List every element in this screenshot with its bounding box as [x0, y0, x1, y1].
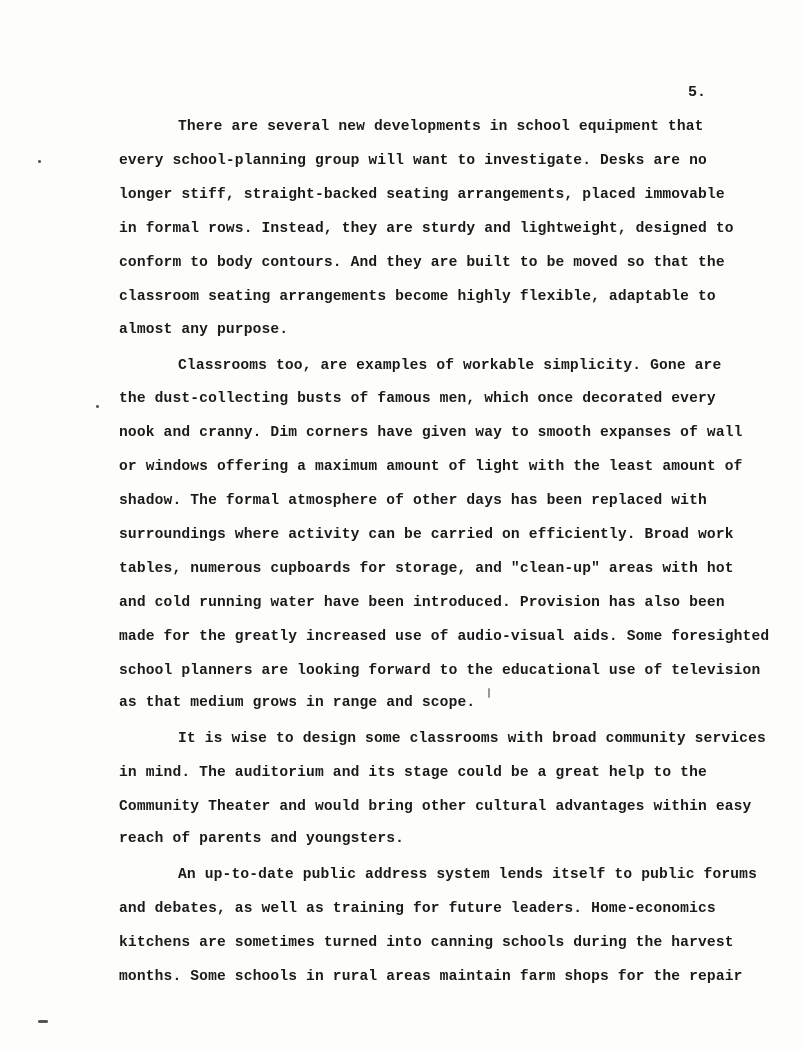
paragraph-2-line-2: the dust-collecting busts of famous men, which once decorated every: [119, 391, 716, 407]
paragraph-4-line-3: kitchens are sometimes turned into canning schools during the harvest: [119, 935, 734, 951]
paragraph-1-line-3: longer stiff, straight-backed seating arrangements, placed immovable: [119, 187, 725, 203]
paragraph-3-line-4: reach of parents and youngsters.: [119, 831, 405, 847]
paragraph-2-line-10: school planners are looking forward to the educational use of television: [119, 663, 761, 679]
scan-speck: [488, 688, 490, 698]
paragraph-1-line-5: conform to body contours. And they are built to be moved so that the: [119, 255, 725, 271]
paragraph-2-line-5: shadow. The formal atmosphere of other days has been replaced with: [119, 493, 707, 509]
paragraph-2-line-9: made for the greatly increased use of audio-visual aids. Some foresighted: [119, 629, 770, 645]
paragraph-2-line-1: Classrooms too, are examples of workable simplicity. Gone are: [178, 358, 722, 374]
scan-speck: [38, 160, 41, 163]
paragraph-1-line-7: almost any purpose.: [119, 322, 289, 338]
paragraph-1-line-6: classroom seating arrangements become highly flexible, adaptable to: [119, 289, 716, 305]
paragraph-3-line-2: in mind. The auditorium and its stage could be a great help to the: [119, 765, 707, 781]
paragraph-2-line-6: surroundings where activity can be carried on efficiently. Broad work: [119, 527, 734, 543]
scan-speck: [38, 1020, 48, 1023]
paragraph-2-line-11: as that medium grows in range and scope.: [119, 695, 476, 711]
paragraph-2-line-3: nook and cranny. Dim corners have given way to smooth expanses of wall: [119, 425, 743, 441]
paragraph-1-line-4: in formal rows. Instead, they are sturdy and lightweight, designed to: [119, 221, 734, 237]
paragraph-1-line-1: There are several new developments in school equipment that: [178, 119, 704, 135]
paragraph-3-line-1: It is wise to design some classrooms with broad community services: [178, 731, 766, 747]
paragraph-2-line-7: tables, numerous cupboards for storage, and "clean-up" areas with hot: [119, 561, 734, 577]
page-number: 5.: [688, 84, 707, 101]
paragraph-2-line-4: or windows offering a maximum amount of light with the least amount of: [119, 459, 743, 475]
scan-speck: [96, 405, 99, 408]
paragraph-3-line-3: Community Theater and would bring other cultural advantages within easy: [119, 799, 752, 815]
paragraph-4-line-1: An up-to-date public address system lends itself to public forums: [178, 867, 757, 883]
paragraph-2-line-8: and cold running water have been introduced. Provision has also been: [119, 595, 725, 611]
paragraph-4-line-4: months. Some schools in rural areas maintain farm shops for the repair: [119, 969, 743, 985]
paragraph-4-line-2: and debates, as well as training for future leaders. Home-economics: [119, 901, 716, 917]
paragraph-1-line-2: every school-planning group will want to investigate. Desks are no: [119, 153, 707, 169]
